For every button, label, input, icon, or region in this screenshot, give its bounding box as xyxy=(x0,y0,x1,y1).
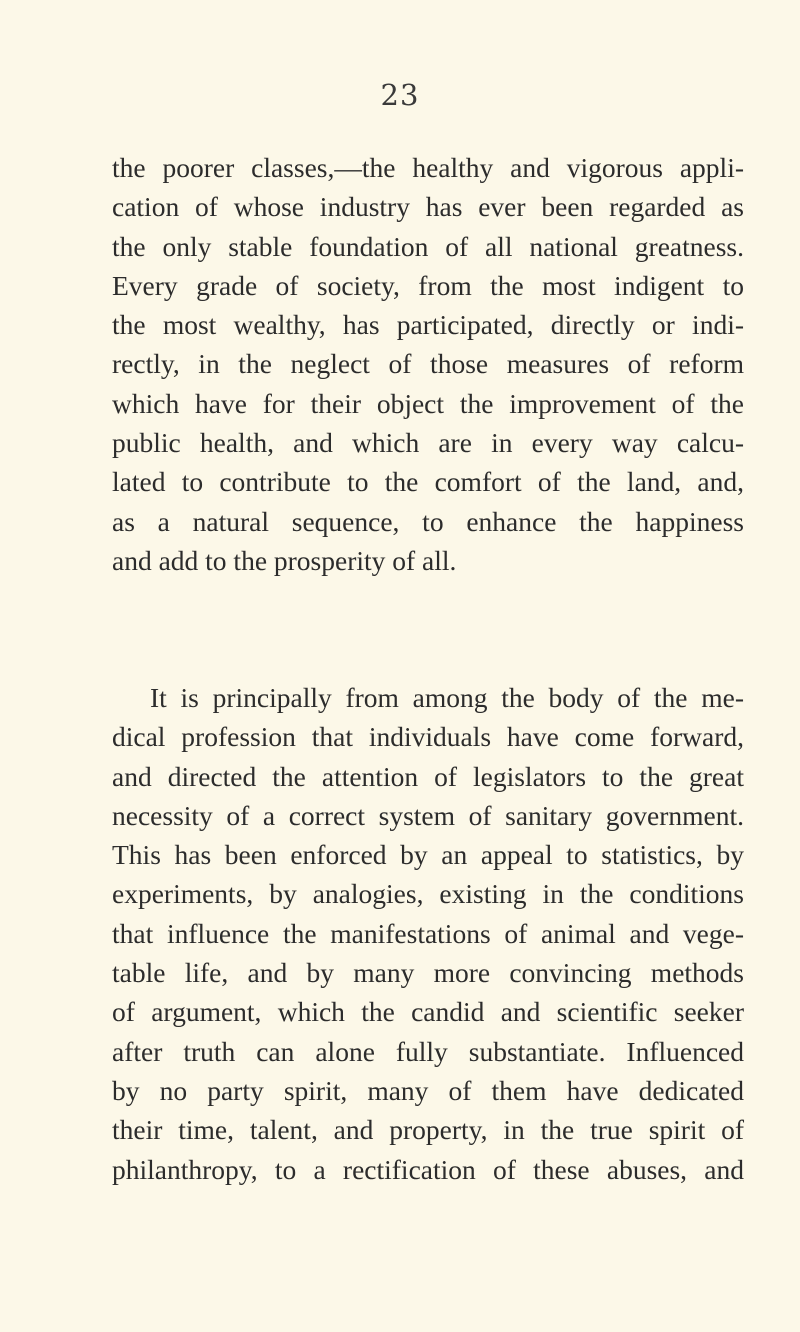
text-line: table life, and by many more convincing methods xyxy=(112,957,744,989)
text-line: philanthropy, to a rectification of these abuses, and xyxy=(112,1153,744,1185)
text-line: It is principally from among the body of the me- xyxy=(150,682,744,713)
text-line: which have for their object the improvement of the xyxy=(112,387,744,419)
text-line: as a natural sequence, to enhance the happiness xyxy=(112,505,744,537)
text-line: rectly, in the neglect of those measures of reform xyxy=(112,348,744,380)
text-line: the most wealthy, has participated, directly or indi- xyxy=(112,309,744,341)
text-line: that influence the manifestations of animal and vege- xyxy=(112,917,744,949)
text-line: This has been enforced by an appeal to statistics, by xyxy=(112,839,744,871)
text-line: by no party spirit, many of them have dedicated xyxy=(112,1074,744,1106)
text-line: necessity of a correct system of sanitary government. xyxy=(112,799,744,831)
text-line: cation of whose industry has ever been regarded as xyxy=(112,191,744,223)
text-line: after truth can alone fully substantiate. Influenced xyxy=(112,1035,744,1067)
text-line: lated to contribute to the comfort of the land, and, xyxy=(112,466,744,498)
text-line: of argument, which the candid and scientific seeker xyxy=(112,996,744,1028)
paragraph-2 xyxy=(112,678,744,1189)
text-line: dical profession that individuals have come forward, xyxy=(112,721,744,753)
text-line: Every grade of society, from the most indigent to xyxy=(112,269,744,301)
text-line: and add to the prosperity of all. xyxy=(112,544,457,576)
text-line: public health, and which are in every way calcu- xyxy=(112,427,744,459)
text-line: experiments, by analogies, existing in the conditions xyxy=(112,878,744,910)
text-line: and directed the attention of legislators to the great xyxy=(112,760,744,792)
text-line: the poorer classes,—the healthy and vigorous appli- xyxy=(112,152,744,183)
text-line: their time, talent, and property, in the true spirit of xyxy=(112,1114,744,1146)
text-line: the only stable foundation of all national greatness. xyxy=(112,230,744,262)
page-number: 23 xyxy=(380,78,420,112)
paragraph-1 xyxy=(112,148,744,580)
